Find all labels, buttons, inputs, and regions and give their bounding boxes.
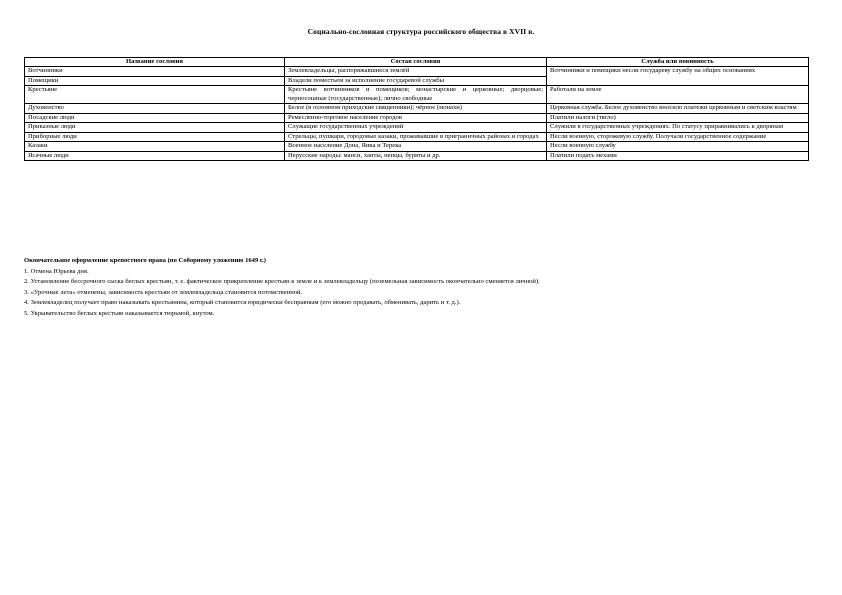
- document-title: Социально-сословная структура российского общества в XVII в.: [307, 27, 535, 36]
- notes-heading: Окончательное оформление крепостного права (по Соборному уложению 1649 г.): [24, 257, 266, 264]
- estate-composition-cell: Владели поместьем за исполнение государевой службы: [285, 76, 547, 86]
- estate-composition-cell: Нерусские народы: манси, ханты, ненцы, буряты и др.: [285, 151, 547, 161]
- note-item: 5. Укрывательство беглых крестьян наказывается тюрьмой, кнутом.: [24, 309, 215, 317]
- estate-composition-cell: Крестьяне вотчинников и помещиков; монастырские и церковные; дворцовые; черносошные (государственные); лично свободные: [285, 86, 547, 104]
- header-estate-composition: Состав сословия: [285, 58, 547, 67]
- estate-name-cell: Казаки: [25, 142, 285, 152]
- estate-name-cell: Вотчинники: [25, 67, 285, 77]
- table-row: [25, 67, 809, 77]
- table-row: [25, 132, 809, 142]
- header-estate-name: Название сословия: [25, 58, 285, 67]
- note-item: 4. Землевладелец получает право наказывать крестьянина, который становится юридически бесправным (его можно продавать, обменивать, дарить и т. д.).: [24, 299, 461, 307]
- estate-service-cell: Несли военную службу: [547, 142, 809, 152]
- table-row: [25, 86, 809, 104]
- estate-name-cell: Приборные люди: [25, 132, 285, 142]
- estate-service-cell: Платили налоги (тягло): [547, 113, 809, 123]
- table-row: [25, 113, 809, 123]
- estates-table: [24, 57, 809, 161]
- note-item: 2. Установление бессрочного сыска беглых крестьян, т. е. фактическое прикрепление крестьян к земле и к землевладельцу (поземельная зависимость окончательно сменяется личной).: [24, 278, 540, 286]
- estate-name-cell: Помещики: [25, 76, 285, 86]
- estate-composition-cell: Служащие государственных учреждений: [285, 123, 547, 133]
- table-row: [25, 142, 809, 152]
- estate-composition-cell: Стрельцы, пушкари, городовые казаки, проживавшие в приграничных районах и городах: [285, 132, 547, 142]
- note-item: 1. Отмена Юрьева дня.: [24, 267, 89, 275]
- estate-composition-cell: Землевладельцы, распоряжавшиеся землёй: [285, 67, 547, 77]
- estate-composition-cell: Ремесленно-торговое население городов: [285, 113, 547, 123]
- estate-name-cell: Духовенство: [25, 104, 285, 114]
- estate-composition-cell: Белое (в основном приходские священники); чёрное (монахи): [285, 104, 547, 114]
- estate-service-cell: Платили подать мехами: [547, 151, 809, 161]
- table-header-row: [25, 58, 809, 67]
- note-item: 3. «Урочные лета» отменены, зависимость крестьян от землевладельца становится потомственной.: [24, 288, 303, 296]
- table-row: [25, 123, 809, 133]
- estate-service-cell: Служили в государственных учреждениях. По статусу приравнивались к дворянам: [547, 123, 809, 133]
- estate-service-cell: Работали на земле: [547, 86, 809, 104]
- estate-name-cell: Посадские люди: [25, 113, 285, 123]
- estate-service-cell: Церковная служба. Белое духовенство вносило платежи церковным и светским властям: [547, 104, 809, 114]
- estate-name-cell: Крестьяне: [25, 86, 285, 104]
- table-row: [25, 104, 809, 114]
- estate-name-cell: Приказные люди: [25, 123, 285, 133]
- header-service-duty: Служба или повинность: [547, 58, 809, 67]
- estate-service-cell: Несли военную, сторожевую службу. Получали государственное содержание: [547, 132, 809, 142]
- estate-composition-cell: Военное население Дона, Яика и Терека: [285, 142, 547, 152]
- estate-service-cell: Вотчинники и помещики несли государеву службу на общих основаниях: [547, 67, 809, 86]
- table-row: [25, 151, 809, 161]
- estate-name-cell: Ясачные люди: [25, 151, 285, 161]
- serfdom-notes: [24, 256, 814, 320]
